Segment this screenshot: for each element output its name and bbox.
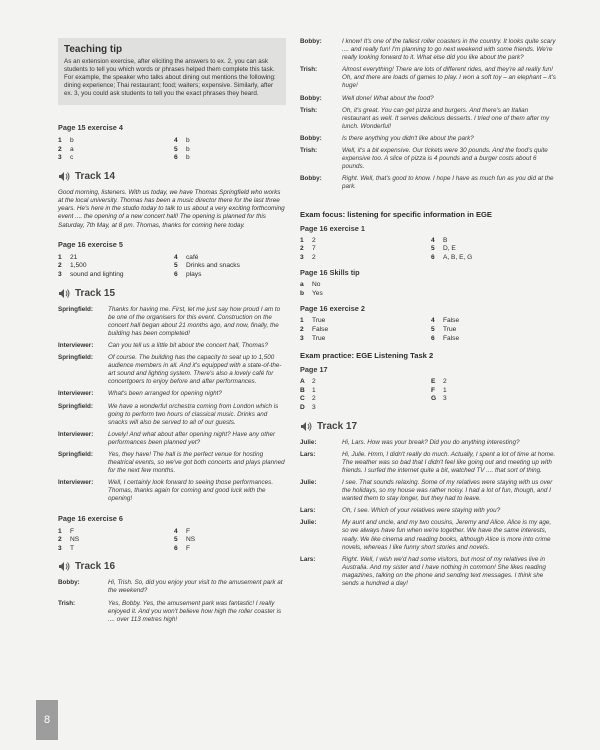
speaker-name: Lars: (300, 555, 316, 563)
speaker-name: Trish: (300, 66, 318, 74)
p16-ex2-answers (300, 317, 558, 343)
speaker-name: Julie: (300, 479, 317, 486)
answer-item (174, 154, 286, 163)
track16-title: Track 16 (75, 561, 116, 573)
page17-heading: Page 17 (300, 365, 328, 375)
answer-number: 3 (58, 154, 62, 162)
answer-number: 4 (174, 527, 178, 535)
speaker-line: Right. Well, I wish we'd had some visitors, but most of my relatives live in Australia. And my sister and I have nothing in common! She likes reading magazines, talking on the phone and sending text messages. I think she sends a hundred a day! (342, 555, 546, 588)
teaching-tip-box (58, 38, 286, 105)
answer-item (431, 254, 558, 263)
answer-item (58, 271, 170, 280)
answer-number: A (300, 378, 305, 386)
answer-value: NS (186, 536, 196, 544)
answer-value: 2 (312, 236, 316, 244)
answer-number: 4 (431, 236, 435, 244)
answer-value: False (312, 326, 329, 334)
answer-value: 2 (312, 253, 316, 261)
answer-item (58, 254, 170, 263)
answer-number: 5 (174, 262, 178, 270)
speaker-name: Lars: (300, 507, 316, 515)
answer-value: Drinks and snacks (186, 262, 240, 270)
speaker-name: Trish: (300, 147, 318, 155)
answer-value: sound and lighting (70, 270, 124, 278)
ex5-heading: Page 16 exercise 5 (58, 239, 123, 249)
answer-item (300, 254, 427, 263)
speaker-name: Springfield: (58, 354, 93, 362)
teaching-tip-body: As an extension exercise, after eliciting the answers to ex. 2, you can ask students to tell you which words or phrases helped them complete this task. For example, the speaker who talks about dining out mentions the following: dining experience; Thai restaurant; food; waiters; expensive. Similarly, after ex. 3, you could ask students to tell you the exact phrases they heard. (64, 58, 276, 97)
answer-number: 6 (174, 270, 178, 278)
speaker-name: Trish: (300, 106, 318, 114)
answer-item (431, 237, 558, 246)
answer-number: 1 (58, 527, 62, 535)
answer-item (58, 262, 170, 271)
track15-heading (58, 288, 286, 299)
answer-number: 1 (300, 317, 304, 325)
answer-number: E (431, 378, 436, 386)
answer-number: a (300, 281, 304, 289)
answer-value: 2 (312, 378, 316, 386)
speaker-name: Bobby: (300, 134, 322, 142)
page-number: 8 (36, 700, 58, 740)
answer-item (174, 146, 286, 155)
track17-title: Track 17 (317, 420, 358, 432)
speaker-name: Julie: (300, 519, 317, 527)
answer-item (58, 536, 170, 545)
speaker-line: Oh, I see. Which of your relatives were staying with you? (342, 507, 501, 515)
answer-value: F (186, 527, 191, 535)
left-column (58, 38, 286, 630)
speaker-name: Interviewer: (58, 479, 94, 487)
ex5-answers (58, 254, 286, 280)
speaker-line: I know! It's one of the tallest roller coasters in the country. It looks quite scary .... and really fun! I'm planning to go next weekend with some friends. We're really looking forward to it. What else did you like about the park? (342, 38, 556, 62)
track17-heading (300, 421, 558, 432)
answer-item (300, 378, 427, 387)
answer-item (174, 528, 286, 537)
skills-tip-answers (300, 281, 558, 298)
right-column (300, 38, 558, 594)
speaker-line: Lovely! And what about after opening night? Have any other performances been planned yet? (108, 430, 276, 446)
answer-number: 3 (300, 253, 304, 261)
answer-value: c (70, 154, 74, 162)
answer-value: No (312, 281, 321, 289)
answer-value: 2 (443, 378, 447, 386)
answer-number: B (300, 386, 305, 394)
answer-item (300, 404, 427, 413)
speaker-name: Julie: (300, 438, 317, 446)
answer-value: F (186, 544, 191, 552)
answer-value: False (443, 334, 460, 342)
answer-item (300, 387, 427, 396)
answer-value: 1,500 (70, 262, 87, 270)
speaker-line: Well, it's a bit expensive. Our tickets were 30 pounds. And the food's quite expensive too. A slice of pizza is 4 pounds and a burger costs about 6 pounds. (342, 147, 548, 171)
answer-number: 6 (174, 154, 178, 162)
answer-item (431, 245, 558, 254)
page17-answers (300, 378, 558, 412)
answer-item (58, 137, 170, 146)
answer-number: 6 (431, 334, 435, 342)
ex4-heading: Page 15 exercise 4 (58, 123, 123, 132)
answer-value: True (312, 317, 326, 325)
speaker-name: Bobby: (300, 175, 322, 183)
answer-number: 4 (174, 253, 178, 261)
answer-number: 4 (174, 137, 178, 144)
speaker-icon (300, 421, 313, 432)
answer-number: 2 (58, 536, 62, 544)
speaker-line: We have a wonderful orchestra coming from London which is going to perform two hours of classical music. Drinks and snacks will also be served to all of our guests. (108, 402, 279, 426)
answer-item (174, 271, 286, 280)
track15-dialogue (58, 306, 286, 504)
speaker-line: Can you tell us a little bit about the concert hall, Thomas? (108, 341, 268, 349)
track14-heading (58, 171, 286, 182)
track16-dialogue-continued (300, 38, 558, 192)
answer-item (58, 154, 170, 163)
answer-number: F (431, 386, 436, 394)
answer-item (300, 326, 427, 335)
answer-number: 1 (58, 137, 62, 144)
speaker-name: Springfield: (58, 305, 93, 313)
answer-item (300, 335, 427, 344)
answer-item (431, 335, 558, 344)
answer-number: D (300, 404, 305, 412)
speaker-name: Springfield: (58, 450, 93, 458)
speaker-line: My aunt and uncle, and my two cousins, Jeremy and Alice. Alice is my age, so we always have fun when we're together. We have the same interests, really. We like cinema and reading books, although Alice is more into crime novels, whereas I like funny short stories and novels. (342, 519, 552, 551)
speaker-name: Bobby: (300, 38, 322, 45)
answer-number: 5 (431, 326, 435, 334)
speaker-line: What's been arranged for opening night? (108, 390, 222, 398)
speaker-name: Interviewer: (58, 430, 94, 438)
answer-value: b (186, 145, 190, 153)
speaker-name: Trish: (58, 599, 76, 607)
answer-item (58, 528, 170, 537)
p16-ex1-heading: Page 16 exercise 1 (300, 223, 365, 233)
answer-value: 3 (443, 395, 447, 403)
answer-number: G (431, 395, 437, 403)
track16-heading (58, 561, 286, 572)
answer-item (300, 237, 427, 246)
answer-number: 3 (300, 334, 304, 342)
answer-number: b (300, 289, 305, 297)
speaker-line: Thanks for having me. First, let me just say how proud I am to be one of the organisers for this event. Construction on the concert hall began about 21 months ago, and now, finally, the building has been completed! (108, 305, 281, 337)
answer-item (431, 387, 558, 396)
p16-ex2-heading: Page 16 exercise 2 (300, 304, 365, 314)
answer-item (174, 137, 286, 146)
answer-value: B (443, 236, 448, 244)
speaker-line: Of course. The building has the capacity to seat up to 1,500 audience members in all. And it's equipped with a state-of-the-art sound and lighting system. There's also a lovely café for concertgoers to enjoy before and after performances. (108, 354, 282, 386)
speaker-line: I see. That sounds relaxing. Some of my relatives were staying with us over the holidays, so my house was rather noisy. I had a lot of fun, though, and I wanted them to stay longer, but they had to leave. (342, 479, 553, 503)
speaker-line: Oh, it's great. You can get pizza and burgers. And there's an Italian restaurant as well. It serves delicious desserts. I tried one of them after my lunch. Wonderful! (342, 106, 550, 130)
answer-number: 2 (300, 245, 304, 253)
answer-value: False (443, 317, 460, 325)
answer-value: 21 (70, 253, 78, 261)
answer-item (431, 326, 558, 335)
answer-number: 4 (431, 317, 435, 325)
speaker-line: Yes, Bobby. Yes, the amusement park was fantastic! I really enjoyed it. And you won't believe how high the roller coaster is .... over 113 metres high! (108, 599, 282, 623)
speaker-name: Springfield: (58, 402, 93, 410)
track17-dialogue (300, 439, 558, 589)
speaker-line: Hi, Lars. How was your break? Did you do anything interesting? (342, 438, 520, 446)
answer-value: D, E (443, 245, 456, 253)
answer-value: NS (70, 536, 80, 544)
exam-practice-heading: Exam practice: EGE Listening Task 2 (300, 351, 434, 361)
speaker-line: Well done! What about the food? (342, 94, 434, 102)
answer-value: b (186, 154, 190, 162)
answer-item (300, 281, 558, 290)
answer-number: 5 (431, 245, 435, 253)
answer-value: F (70, 527, 75, 535)
ex6-heading: Page 16 exercise 6 (58, 513, 123, 523)
answer-value: plays (186, 270, 202, 278)
answer-item (300, 290, 558, 299)
answer-number: 2 (300, 326, 304, 334)
speaker-name: Lars: (300, 450, 316, 458)
speaker-name: Bobby: (58, 579, 80, 587)
p16-ex1-answers (300, 237, 558, 263)
answer-number: 6 (431, 253, 435, 261)
track14-title: Track 14 (75, 170, 116, 182)
answer-value: b (186, 137, 190, 144)
answer-number: 6 (174, 544, 178, 552)
answer-item (300, 395, 427, 404)
exam-focus-heading: Exam focus: listening for specific information in EGE (300, 209, 492, 219)
speaker-line: Well, I certainly look forward to seeing those performances. Thomas, thanks again for coming and good luck with the opening! (108, 479, 274, 503)
answer-number: 1 (300, 236, 304, 244)
track15-title: Track 15 (75, 287, 116, 299)
answer-value: café (186, 253, 199, 261)
answer-item (174, 254, 286, 263)
answer-item (431, 317, 558, 326)
answer-value: Yes (312, 289, 323, 297)
track16-dialogue (58, 579, 286, 623)
speaker-line: Hi, Trish. So, did you enjoy your visit to the amusement park at the weekend? (108, 579, 283, 595)
speaker-line: Right. Well, that's good to know. I hope I have as much fun as you did at the park. (342, 175, 554, 191)
speaker-line: Almost everything! There are lots of different rides, and they're all really fun! Oh, and there are loads of games to play. I won a soft toy – an elephant – it's huge! (342, 66, 556, 90)
speaker-name: Bobby: (300, 94, 322, 102)
answer-value: A, B, E, G (443, 253, 473, 261)
ex4-answers (58, 137, 286, 163)
speaker-icon (58, 171, 71, 182)
answer-number: C (300, 395, 305, 403)
speaker-line: Yes, they have! The hall is the perfect venue for hosting theatrical events, so we've got both concerts and plays planned for the next few months. (108, 450, 285, 475)
answer-item (58, 146, 170, 155)
speaker-line: Is there anything you didn't like about the park? (342, 134, 474, 142)
answer-number: 5 (174, 145, 178, 153)
answer-item (431, 404, 558, 413)
skills-tip-heading: Page 16 Skills tip (300, 268, 360, 278)
answer-value: 1 (312, 386, 316, 394)
speaker-name: Interviewer: (58, 390, 94, 398)
track14-text: Good morning, listeners. With us today, we have Thomas Springfield who works at the local university. Thomas has been a music director there for the last three years. He's here in the studio today to talk to us about a very exciting forthcoming event .... the opening of a new concert hall! The opening is planned for this Saturday, 7th May, at 8 pm. Thomas, thanks for coming here today. (58, 188, 285, 229)
answer-number: 2 (58, 145, 62, 153)
speaker-icon (58, 288, 71, 299)
speaker-icon (58, 561, 71, 572)
answer-number: 5 (174, 536, 178, 544)
speaker-line: Hi, Julie. Hmm, I didn't really do much. Actually, I spent a lot of time at home. The weather was so bad that I didn't feel like going out and meeting up with friends. I surfed the internet quite a bit, watched TV .... that sort of thing. (342, 450, 556, 474)
answer-value: a (70, 145, 74, 153)
answer-item (300, 245, 427, 254)
answer-item (174, 262, 286, 271)
answer-value: 7 (312, 245, 316, 253)
answer-value: 2 (312, 395, 316, 403)
ex6-answers (58, 528, 286, 554)
answer-number: 3 (58, 270, 62, 278)
answer-item (300, 317, 427, 326)
answer-number: 2 (58, 262, 62, 270)
answer-value: True (312, 334, 326, 342)
answer-value: True (443, 326, 457, 334)
answer-number: 1 (58, 253, 62, 261)
answer-item (174, 545, 286, 554)
answer-item (58, 545, 170, 554)
answer-item (431, 395, 558, 404)
answer-value: 1 (443, 386, 447, 394)
answer-value: T (70, 544, 75, 552)
answer-item (431, 378, 558, 387)
speaker-name: Interviewer: (58, 341, 94, 349)
answer-item (174, 536, 286, 545)
answer-number: 3 (58, 544, 62, 552)
teaching-tip-title: Teaching tip (64, 44, 123, 55)
answer-value: b (70, 137, 74, 144)
answer-value: 3 (312, 404, 316, 412)
